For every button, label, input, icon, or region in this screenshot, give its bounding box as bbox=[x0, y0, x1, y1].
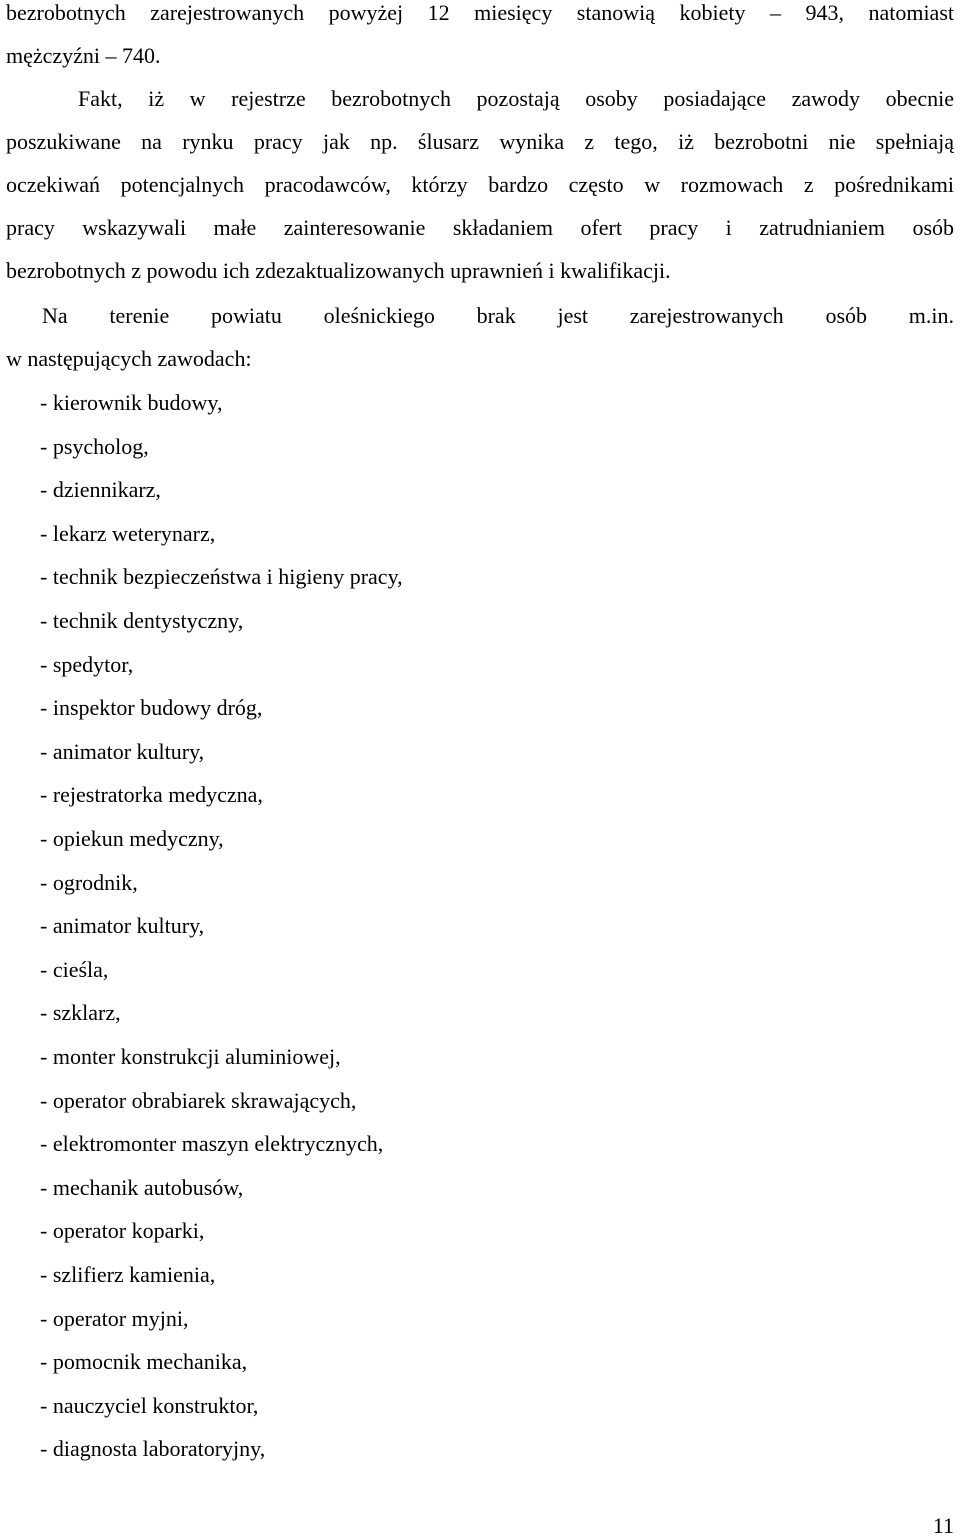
profession-list-item: - inspektor budowy dróg, bbox=[40, 695, 263, 720]
paragraph-2-line-3: oczekiwań potencjalnych pracodawców, którzy bardzo często w rozmowach z pośrednikami bbox=[6, 172, 954, 197]
profession-list-item: - operator obrabiarek skrawających, bbox=[40, 1088, 357, 1113]
profession-list-item: - nauczyciel konstruktor, bbox=[40, 1393, 259, 1418]
paragraph-3-line-2: w następujących zawodach: bbox=[6, 346, 252, 371]
paragraph-2-line-4: pracy wskazywali małe zainteresowanie składaniem ofert pracy i zatrudnianiem osób bbox=[6, 215, 954, 240]
profession-list-item: - lekarz weterynarz, bbox=[40, 521, 216, 546]
profession-list-item: - animator kultury, bbox=[40, 913, 205, 938]
profession-list-item: - elektromonter maszyn elektrycznych, bbox=[40, 1131, 384, 1156]
paragraph-2-line-2: poszukiwane na rynku pracy jak np. ślusarz wynika z tego, iż bezrobotni nie spełniają bbox=[6, 129, 954, 154]
profession-list-item: - animator kultury, bbox=[40, 739, 205, 764]
profession-list-item: - mechanik autobusów, bbox=[40, 1175, 244, 1200]
paragraph-2-line-1: Fakt, iż w rejestrze bezrobotnych pozostają osoby posiadające zawody obecnie bbox=[78, 86, 954, 111]
profession-list-item: - technik bezpieczeństwa i higieny pracy, bbox=[40, 564, 403, 589]
profession-list-item: - cieśla, bbox=[40, 957, 109, 982]
profession-list-item: - ogrodnik, bbox=[40, 870, 138, 895]
profession-list-item: - technik dentystyczny, bbox=[40, 608, 244, 633]
profession-list-item: - psycholog, bbox=[40, 434, 149, 459]
paragraph-1-line-1: bezrobotnych zarejestrowanych powyżej 12 miesięcy stanowią kobiety – 943, natomiast bbox=[6, 0, 954, 25]
profession-list-item: - kierownik budowy, bbox=[40, 390, 223, 415]
profession-list-item: - operator koparki, bbox=[40, 1218, 205, 1243]
profession-list-item: - rejestratorka medyczna, bbox=[40, 782, 263, 807]
paragraph-2-line-5: bezrobotnych z powodu ich zdezaktualizowanych uprawnień i kwalifikacji. bbox=[6, 258, 671, 283]
profession-list-item: - opiekun medyczny, bbox=[40, 826, 224, 851]
profession-list-item: - dziennikarz, bbox=[40, 477, 161, 502]
profession-list-item: - monter konstrukcji aluminiowej, bbox=[40, 1044, 341, 1069]
profession-list-item: - diagnosta laboratoryjny, bbox=[40, 1436, 266, 1461]
profession-list-item: - spedytor, bbox=[40, 652, 134, 677]
page-number: 11 bbox=[932, 1513, 954, 1538]
paragraph-3-line-1: Na terenie powiatu oleśnickiego brak jest zarejestrowanych osób m.in. bbox=[42, 303, 954, 328]
profession-list-item: - pomocnik mechanika, bbox=[40, 1349, 248, 1374]
profession-list-item: - szklarz, bbox=[40, 1000, 121, 1025]
profession-list-item: - szlifierz kamienia, bbox=[40, 1262, 216, 1287]
profession-list-item: - operator myjni, bbox=[40, 1306, 189, 1331]
paragraph-1-line-2: mężczyźni – 740. bbox=[6, 43, 161, 68]
